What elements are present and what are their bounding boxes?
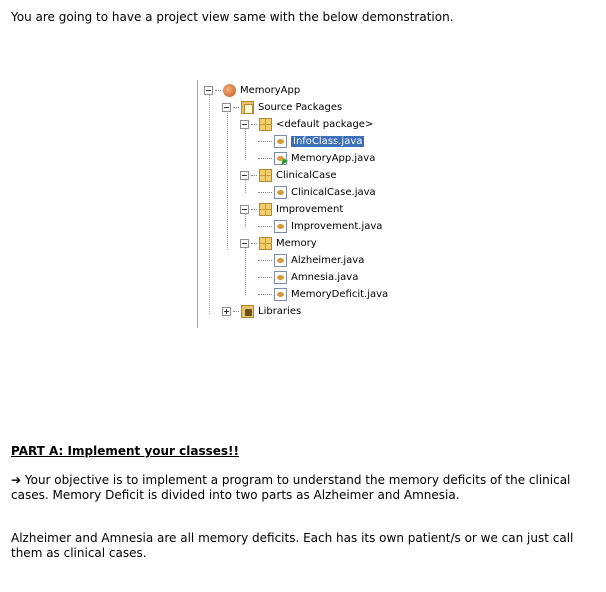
- package-icon: [259, 203, 272, 216]
- tree-node-default-package[interactable]: [240, 116, 373, 132]
- tree-node-amnesia-java[interactable]: [258, 269, 358, 285]
- tree-node-label: MemoryDeficit.java: [291, 288, 389, 300]
- java-file-icon: [274, 135, 287, 148]
- collapse-toggle-icon[interactable]: [240, 120, 249, 129]
- tree-node-label: ClinicalCase.java: [291, 186, 376, 198]
- collapse-toggle-icon[interactable]: [240, 205, 249, 214]
- tree-node-label: MemoryApp.java: [291, 152, 376, 164]
- tree-node-libraries[interactable]: [222, 303, 301, 319]
- project-tree: [197, 80, 398, 328]
- intro-text: You are going to have a project view same with the below demonstration.: [11, 10, 454, 24]
- tree-node-improvement-package[interactable]: [240, 201, 343, 217]
- java-file-icon: [274, 254, 287, 267]
- tree-node-label: InfoClass.java: [293, 135, 363, 147]
- libraries-icon: [241, 305, 254, 318]
- tree-node-label: Libraries: [258, 305, 302, 317]
- project-app-icon: [223, 84, 236, 97]
- java-file-icon: [274, 186, 287, 199]
- tree-node-memorydeficit-java[interactable]: [258, 286, 388, 302]
- java-file-icon: [274, 220, 287, 233]
- tree-node-label: <default package>: [276, 118, 374, 130]
- tree-node-infoclass[interactable]: [258, 133, 364, 149]
- java-file-icon: [274, 271, 287, 284]
- tree-node-label: MemoryApp: [240, 84, 301, 96]
- collapse-toggle-icon[interactable]: [240, 239, 249, 248]
- tree-node-source-packages[interactable]: [222, 99, 342, 115]
- tree-node-memory-package[interactable]: [240, 235, 317, 251]
- source-packages-icon: [241, 101, 254, 114]
- objective-paragraph: ➔ Your objective is to implement a program to understand the memory deficits of the clinical cases. Memory Deficit is divided into two parts as Alzheimer and Amnesia.: [11, 473, 571, 502]
- definition-paragraph: Alzheimer and Amnesia are all memory deficits. Each has its own patient/s or we can just call them as clinical cases.: [11, 531, 574, 560]
- java-file-icon: [274, 288, 287, 301]
- package-icon: [259, 237, 272, 250]
- package-icon: [259, 169, 272, 182]
- tree-node-memoryapp-java[interactable]: [258, 150, 375, 166]
- collapse-toggle-icon[interactable]: [222, 103, 231, 112]
- tree-node-label: Improvement: [276, 203, 344, 215]
- tree-node-label: ClinicalCase: [276, 169, 337, 181]
- tree-node-label: Amnesia.java: [291, 271, 359, 283]
- collapse-toggle-icon[interactable]: [204, 86, 213, 95]
- package-icon: [259, 118, 272, 131]
- tree-node-label: Memory: [276, 237, 317, 249]
- collapse-toggle-icon[interactable]: [240, 171, 249, 180]
- tree-node-label: Improvement.java: [291, 220, 383, 232]
- tree-node-improvement-java[interactable]: [258, 218, 382, 234]
- part-a-heading: PART A: Implement your classes!!: [11, 444, 239, 458]
- tree-node-clinicalcase-package[interactable]: [240, 167, 337, 183]
- tree-node-memoryapp[interactable]: [204, 82, 300, 98]
- expand-toggle-icon[interactable]: [222, 307, 231, 316]
- java-main-file-icon: [274, 152, 287, 165]
- tree-node-label: Source Packages: [258, 101, 343, 113]
- tree-node-label: Alzheimer.java: [291, 254, 365, 266]
- tree-node-alzheimer-java[interactable]: [258, 252, 364, 268]
- tree-node-clinicalcase-java[interactable]: [258, 184, 376, 200]
